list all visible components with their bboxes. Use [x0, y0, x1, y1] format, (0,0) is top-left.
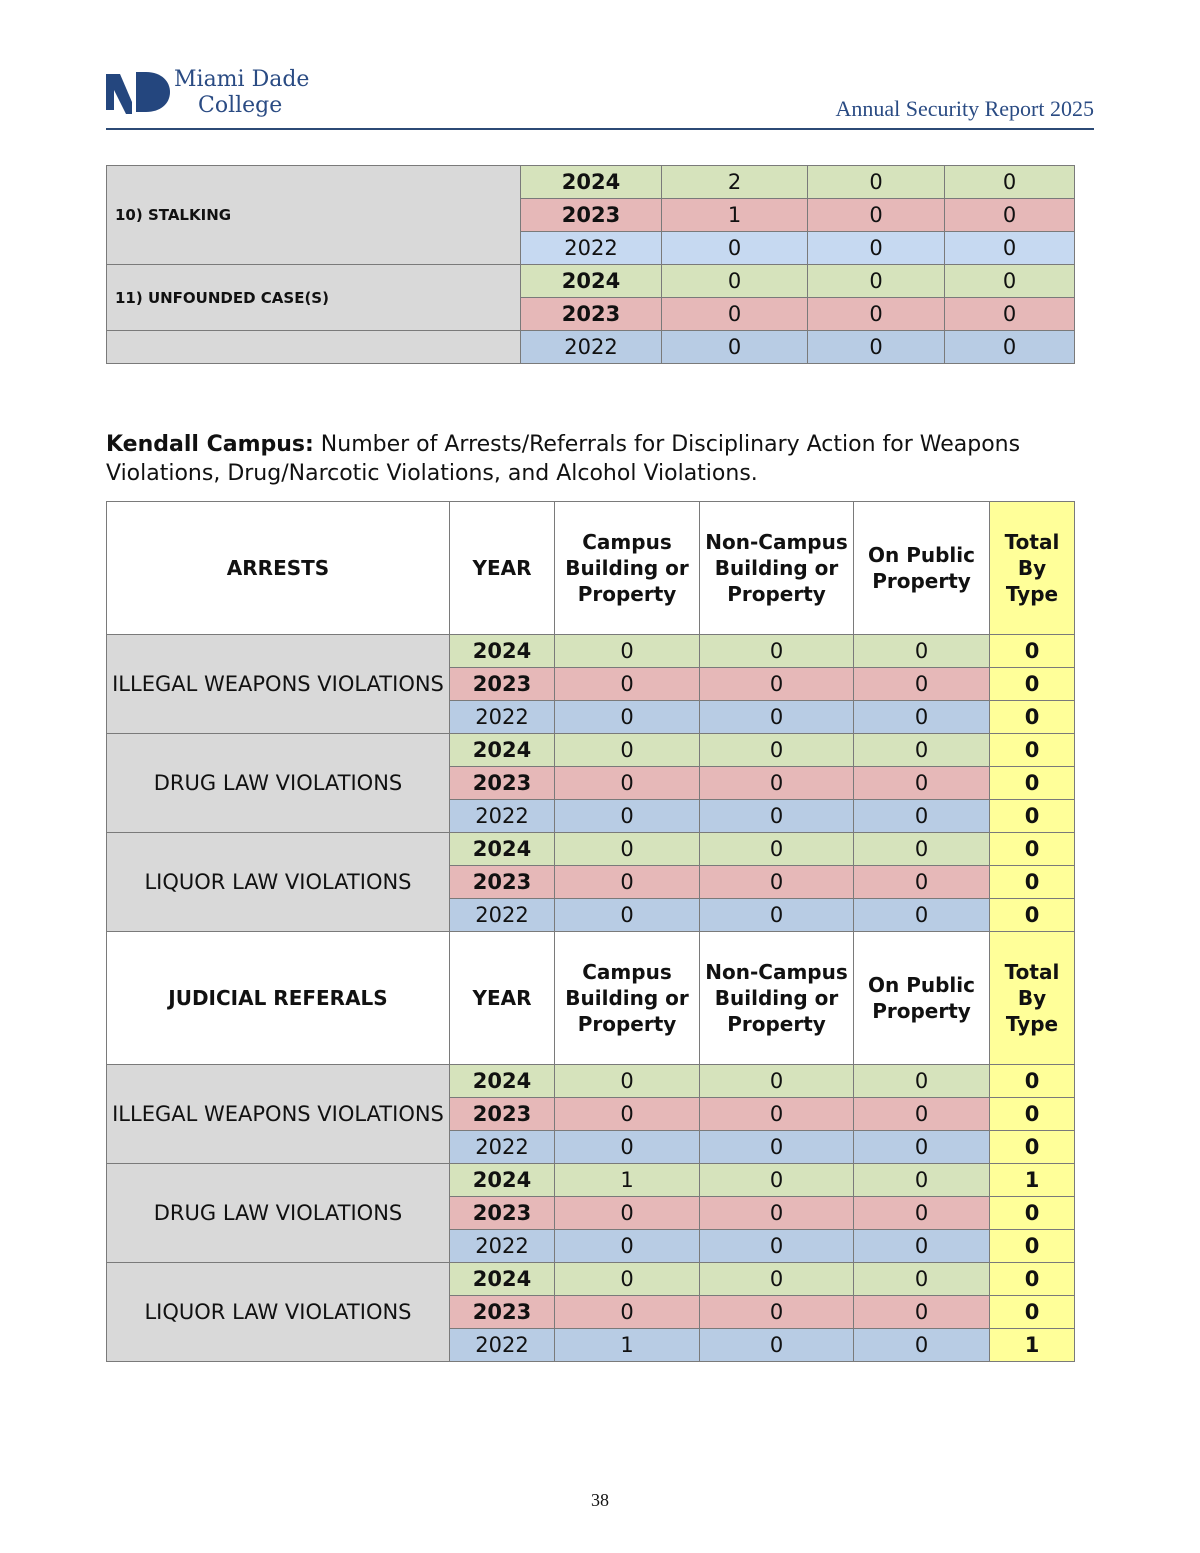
year-cell: 2024 — [450, 833, 555, 866]
noncampus-value: 0 — [700, 701, 854, 734]
category-label: LIQUOR LAW VIOLATIONS — [107, 833, 450, 932]
value-cell: 0 — [662, 298, 808, 331]
table-row — [107, 1164, 1075, 1197]
table-row — [107, 1065, 1075, 1098]
table-row — [107, 833, 1075, 866]
table-row — [107, 635, 1075, 668]
category-label: DRUG LAW VIOLATIONS — [107, 1164, 450, 1263]
total-value: 0 — [990, 833, 1075, 866]
total-value: 0 — [990, 1197, 1075, 1230]
public-value: 0 — [854, 1329, 990, 1362]
noncampus-value: 0 — [700, 899, 854, 932]
year-cell: 2022 — [450, 1329, 555, 1362]
noncampus-value: 0 — [700, 1296, 854, 1329]
year-cell: 2022 — [450, 701, 555, 734]
value-cell: 0 — [662, 232, 808, 265]
total-value: 1 — [990, 1329, 1075, 1362]
noncampus-value: 0 — [700, 668, 854, 701]
value-cell: 0 — [662, 331, 808, 364]
year-cell: 2022 — [450, 1230, 555, 1263]
total-value: 0 — [990, 1296, 1075, 1329]
year-cell: 2024 — [450, 1263, 555, 1296]
noncampus-value: 0 — [700, 1164, 854, 1197]
value-cell: 0 — [808, 298, 945, 331]
section-header-row — [107, 932, 1075, 1065]
value-cell: 0 — [945, 331, 1075, 364]
noncampus-value: 0 — [700, 1329, 854, 1362]
public-value: 0 — [854, 668, 990, 701]
total-value: 0 — [990, 899, 1075, 932]
campus-header: Campus Building or Property — [555, 502, 700, 635]
public-header: On Public Property — [854, 502, 990, 635]
noncampus-value: 0 — [700, 833, 854, 866]
college-logo-icon — [106, 70, 170, 114]
campus-value: 0 — [555, 668, 700, 701]
empty-label-cell — [107, 331, 521, 364]
public-value: 0 — [854, 1197, 990, 1230]
noncampus-value: 0 — [700, 866, 854, 899]
total-value: 0 — [990, 1098, 1075, 1131]
noncampus-value: 0 — [700, 1065, 854, 1098]
campus-value: 0 — [555, 1263, 700, 1296]
campus-value: 0 — [555, 734, 700, 767]
year-cell: 2023 — [450, 1098, 555, 1131]
year-cell: 2023 — [450, 668, 555, 701]
total-value: 0 — [990, 767, 1075, 800]
public-header: On Public Property — [854, 932, 990, 1065]
noncampus-value: 0 — [700, 1098, 854, 1131]
total-value: 0 — [990, 1131, 1075, 1164]
campus-value: 0 — [555, 899, 700, 932]
public-value: 0 — [854, 1296, 990, 1329]
category-label: ILLEGAL WEAPONS VIOLATIONS — [107, 1065, 450, 1164]
public-value: 0 — [854, 635, 990, 668]
year-cell: 2022 — [450, 1131, 555, 1164]
year-cell: 2023 — [521, 298, 662, 331]
campus-value: 0 — [555, 1296, 700, 1329]
noncampus-value: 0 — [700, 1263, 854, 1296]
year-cell: 2022 — [521, 331, 662, 364]
public-value: 0 — [854, 899, 990, 932]
value-cell: 0 — [808, 166, 945, 199]
category-label: 10) STALKING — [107, 166, 521, 265]
public-value: 0 — [854, 1230, 990, 1263]
total-value: 0 — [990, 1065, 1075, 1098]
noncampus-value: 0 — [700, 734, 854, 767]
public-value: 0 — [854, 1065, 990, 1098]
campus-value: 0 — [555, 767, 700, 800]
campus-value: 0 — [555, 1197, 700, 1230]
year-cell: 2023 — [450, 866, 555, 899]
year-header: YEAR — [450, 932, 555, 1065]
campus-value: 0 — [555, 1065, 700, 1098]
campus-value: 0 — [555, 635, 700, 668]
public-value: 0 — [854, 866, 990, 899]
public-value: 0 — [854, 767, 990, 800]
noncampus-header: Non-Campus Building or Property — [700, 502, 854, 635]
section-title: JUDICIAL REFERALS — [107, 932, 450, 1065]
table-caption — [106, 430, 1086, 488]
year-cell: 2023 — [521, 199, 662, 232]
total-value: 0 — [990, 1263, 1075, 1296]
college-name-line1: Miami Dade — [174, 67, 310, 92]
noncampus-header: Non-Campus Building or Property — [700, 932, 854, 1065]
value-cell: 2 — [662, 166, 808, 199]
total-value: 0 — [990, 866, 1075, 899]
year-cell: 2024 — [450, 635, 555, 668]
campus-value: 0 — [555, 833, 700, 866]
total-value: 0 — [990, 1230, 1075, 1263]
value-cell: 0 — [945, 298, 1075, 331]
noncampus-value: 0 — [700, 767, 854, 800]
value-cell: 0 — [808, 232, 945, 265]
value-cell: 0 — [945, 166, 1075, 199]
noncampus-value: 0 — [700, 1197, 854, 1230]
page-number: 38 — [591, 1490, 609, 1510]
section-header-row — [107, 502, 1075, 635]
value-cell: 0 — [808, 331, 945, 364]
public-value: 0 — [854, 833, 990, 866]
total-value: 0 — [990, 734, 1075, 767]
category-label: LIQUOR LAW VIOLATIONS — [107, 1263, 450, 1362]
top-crime-table — [106, 165, 1075, 364]
total-value: 0 — [990, 800, 1075, 833]
campus-value: 0 — [555, 866, 700, 899]
campus-value: 0 — [555, 1131, 700, 1164]
campus-value: 0 — [555, 1098, 700, 1131]
college-name — [174, 67, 309, 119]
year-cell: 2022 — [450, 800, 555, 833]
value-cell: 0 — [808, 265, 945, 298]
public-value: 0 — [854, 1131, 990, 1164]
table-row — [107, 734, 1075, 767]
year-cell: 2023 — [450, 767, 555, 800]
college-name-line2: College — [198, 93, 283, 118]
value-cell: 0 — [945, 232, 1075, 265]
category-label: DRUG LAW VIOLATIONS — [107, 734, 450, 833]
noncampus-value: 0 — [700, 635, 854, 668]
category-label: 11) UNFOUNDED CASE(S) — [107, 265, 521, 331]
campus-header: Campus Building or Property — [555, 932, 700, 1065]
public-value: 0 — [854, 1164, 990, 1197]
category-label: ILLEGAL WEAPONS VIOLATIONS — [107, 635, 450, 734]
section-title: ARRESTS — [107, 502, 450, 635]
noncampus-value: 0 — [700, 1131, 854, 1164]
campus-value: 0 — [555, 701, 700, 734]
value-cell: 1 — [662, 199, 808, 232]
year-cell: 2024 — [521, 265, 662, 298]
total-header: Total By Type — [990, 932, 1075, 1065]
year-cell: 2024 — [450, 1065, 555, 1098]
year-cell: 2024 — [450, 734, 555, 767]
total-value: 0 — [990, 701, 1075, 734]
table-row — [107, 1263, 1075, 1296]
year-cell: 2024 — [450, 1164, 555, 1197]
year-cell: 2023 — [450, 1296, 555, 1329]
campus-value: 1 — [555, 1164, 700, 1197]
campus-value: 1 — [555, 1329, 700, 1362]
campus-value: 0 — [555, 800, 700, 833]
year-header: YEAR — [450, 502, 555, 635]
year-cell: 2022 — [521, 232, 662, 265]
report-title: Annual Security Report 2025 — [835, 96, 1094, 121]
total-header: Total By Type — [990, 502, 1075, 635]
noncampus-value: 0 — [700, 800, 854, 833]
year-cell: 2022 — [450, 899, 555, 932]
public-value: 0 — [854, 701, 990, 734]
value-cell: 0 — [662, 265, 808, 298]
caption-text: Number of Arrests/Referrals for Disciplinary Action for Weapons Violations, Drug/Narcotic Violations, and Alcohol Violations. — [106, 432, 1021, 486]
value-cell: 0 — [808, 199, 945, 232]
value-cell: 0 — [945, 265, 1075, 298]
campus-value: 0 — [555, 1230, 700, 1263]
public-value: 0 — [854, 734, 990, 767]
arrests-referrals-table — [106, 501, 1075, 1362]
caption-campus: Kendall Campus: — [106, 432, 314, 457]
year-cell: 2024 — [521, 166, 662, 199]
total-value: 0 — [990, 635, 1075, 668]
value-cell: 0 — [945, 199, 1075, 232]
public-value: 0 — [854, 1263, 990, 1296]
public-value: 0 — [854, 800, 990, 833]
year-cell: 2023 — [450, 1197, 555, 1230]
noncampus-value: 0 — [700, 1230, 854, 1263]
page-header — [106, 66, 1094, 130]
total-value: 0 — [990, 668, 1075, 701]
total-value: 1 — [990, 1164, 1075, 1197]
public-value: 0 — [854, 1098, 990, 1131]
